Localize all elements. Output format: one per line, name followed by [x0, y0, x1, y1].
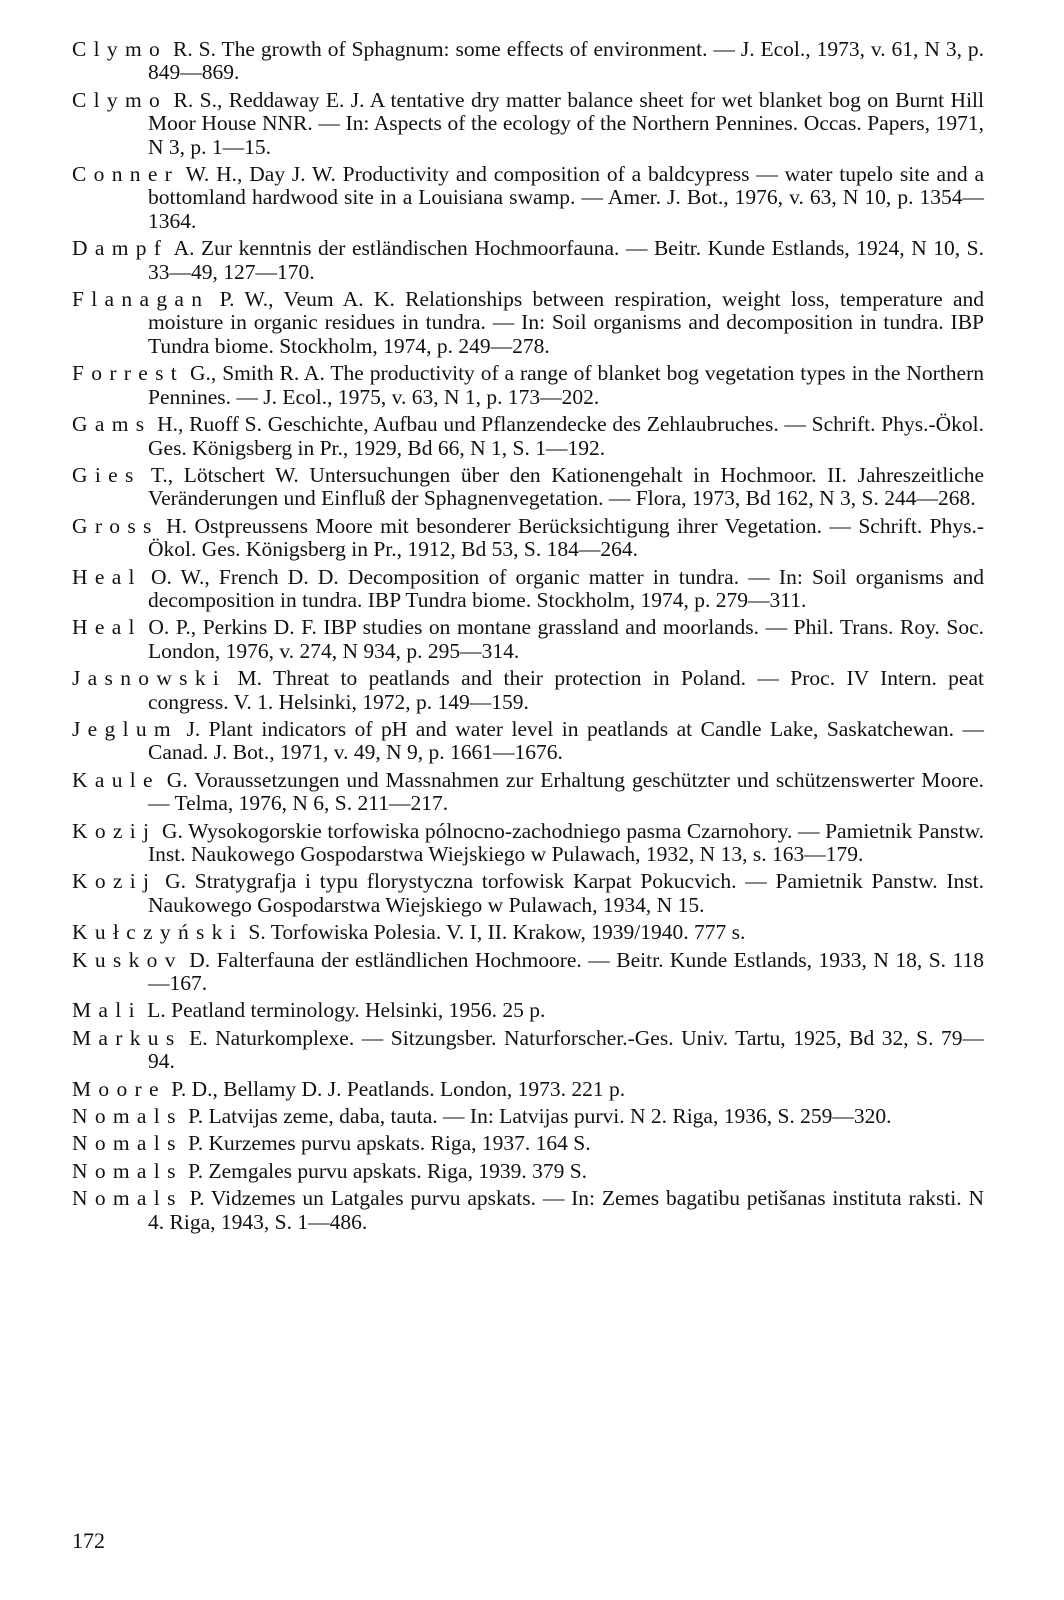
reference-author: Clymo [72, 87, 168, 112]
reference-author: Nomals [72, 1104, 183, 1129]
reference-entry [72, 667, 984, 714]
reference-text: A. Zur kenntnis der estländischen Hochmoorfauna. — Beitr. Kunde Estlands, 1924, N 10, S. 33—49, 127—170. [148, 236, 984, 284]
reference-author: Kozij [72, 869, 157, 894]
reference-text: R. S., Reddaway E. J. A tentative dry matter balance sheet for wet blanket bog on Burnt Hill Moor House NNR. — In: Aspects of the ecology of the Northern Pennines. Occas. Papers, 1971, N 3, p. 1—15. [148, 87, 984, 159]
reference-text: P. Vidzemes un Latgales purvu apskats. — In: Zemes bagatibu petišanas instituta raksti. N 4. Riga, 1943, S. 1—486. [148, 1186, 984, 1234]
reference-author: Mali [72, 998, 142, 1023]
reference-entry [72, 38, 984, 85]
reference-text: T., Lötschert W. Untersuchungen über den Kationengehalt in Hochmoor. II. Jahreszeitliche Veränderungen und Einfluß der Sphagnenvegetation. — Flora, 1973, Bd 162, N 3, S. 244—268. [140, 462, 984, 511]
reference-author: Nomals [72, 1131, 183, 1156]
reference-entry [72, 921, 984, 944]
reference-author: Conner [72, 162, 180, 187]
reference-author: Gams [72, 412, 152, 437]
reference-text: E. Naturkomplexe. — Sitzungsber. Naturforscher.-Ges. Univ. Tartu, 1925, Bd 32, S. 79—94. [148, 1025, 984, 1074]
reference-entry [72, 949, 984, 996]
reference-entry [72, 718, 984, 765]
reference-entry [72, 515, 984, 562]
reference-text: D. Falterfauna der estländlichen Hochmoore. — Beitr. Kunde Estlands, 1933, N 18, S. 118—167. [148, 947, 984, 996]
reference-author: Kozij [72, 818, 157, 843]
reference-author: Forrest [72, 361, 185, 386]
reference-entry [72, 163, 984, 233]
reference-entry [72, 464, 984, 511]
reference-author: Kułczyński [72, 920, 244, 945]
reference-list [72, 38, 984, 1238]
reference-author: Heal [72, 615, 142, 640]
reference-text: O. W., French D. D. Decomposition of organic matter in tundra. — In: Soil organisms and decomposition in tundra. IBP Tundra biome. Stockholm, 1974, p. 279—311. [141, 564, 984, 612]
reference-entry [72, 870, 984, 917]
reference-author: Moore [72, 1076, 166, 1101]
reference-text: P. D., Bellamy D. J. Peatlands. London, 1973. 221 p. [165, 1076, 626, 1101]
reference-entry [72, 566, 984, 613]
reference-author: Clymo [72, 37, 168, 61]
reference-entry [72, 616, 984, 663]
reference-text: J. Plant indicators of pH and water level in peatlands at Candle Lake, Saskatchewan. — Canad. J. Bot., 1971, v. 49, N 9, p. 1661—1676. [148, 716, 984, 765]
reference-text: P. Latvijas zeme, daba, tauta. — In: Latvijas purvi. N 2. Riga, 1936, S. 259—320. [182, 1104, 892, 1129]
reference-entry [72, 999, 984, 1022]
reference-entry [72, 1160, 984, 1183]
reference-author: Nomals [72, 1186, 183, 1211]
reference-entry [72, 1187, 984, 1234]
reference-text: G., Smith R. A. The productivity of a range of blanket bog vegetation types in the Northern Pennines. — J. Ecol., 1975, v. 63, N 1, p. 173—202. [148, 361, 984, 409]
reference-text: W. H., Day J. W. Productivity and composition of a baldcypress — water tupelo site and a bottomland hardwood site in a Louisiana swamp. — Amer. J. Bot., 1976, v. 63, N 10, p. 1354—1364. [148, 162, 984, 233]
reference-text: M. Threat to peatlands and their protection in Poland. — Proc. IV Intern. peat congress. V. 1. Helsinki, 1972, p. 149—159. [148, 666, 984, 714]
reference-entry [72, 237, 984, 284]
reference-text: H., Ruoff S. Geschichte, Aufbau und Pflanzendecke des Zehlaubruches. — Schrift. Phys.-Ökol. Ges. Königsberg in Pr., 1929, Bd 66, N 1, S. 1—192. [148, 412, 984, 460]
reference-author: Flanagan [72, 287, 210, 312]
reference-text: G. Voraussetzungen und Massnahmen zur Erhaltung geschützter und schützenswerter Moore. — Telma, 1976, N 6, S. 211—217. [148, 767, 984, 816]
reference-author: Nomals [72, 1158, 183, 1183]
reference-entry [72, 769, 984, 816]
reference-text: P. W., Veum A. K. Relationships between respiration, weight loss, temperature and moisture in organic residues in tundra. — In: Soil organisms and decomposition in tundra. IBP Tundra biome. Stockholm, 1974, p. 249—278. [148, 287, 984, 358]
reference-entry [72, 288, 984, 358]
reference-author: Heal [72, 564, 142, 589]
reference-entry [72, 89, 984, 159]
reference-entry [72, 1027, 984, 1074]
reference-text: H. Ostpreussens Moore mit besonderer Berücksichtigung ihrer Vegetation. — Schrift. Phys.-Ökol. Ges. Königsberg in Pr., 1912, Bd 53, S. 184—264. [148, 513, 984, 562]
reference-entry [72, 1105, 984, 1128]
reference-text: R. S. The growth of Sphagnum: some effects of environment. — J. Ecol., 1973, v. 61, N 3, p. 849—869. [148, 37, 984, 85]
reference-author: Markus [72, 1025, 182, 1050]
reference-author: Jasnowski [72, 666, 227, 691]
reference-author: Kaule [72, 767, 160, 792]
reference-author: Dampf [72, 236, 169, 261]
reference-entry [72, 1078, 984, 1101]
reference-author: Jeglum [72, 716, 178, 741]
reference-entry [72, 820, 984, 867]
reference-text: P. Kurzemes purvu apskats. Riga, 1937. 164 S. [182, 1131, 591, 1156]
reference-text: G. Stratygrafja i typu florystyczna torfowisk Karpat Pokucvich. — Pamietnik Panstw. Inst. Naukowego Gospodarstwa Wiejskiego w Pulawach, 1934, N 15. [148, 869, 984, 917]
reference-entry [72, 413, 984, 460]
reference-text: P. Zemgales purvu apskats. Riga, 1939. 379 S. [182, 1158, 588, 1183]
reference-entry [72, 362, 984, 409]
reference-text: G. Wysokogorskie torfowiska pólnocno-zachodniego pasma Czarnohory. — Pamietnik Panstw. Inst. Naukowego Gospodarstwa Wiejskiego w Pulawach, 1932, N 13, s. 163—179. [148, 818, 984, 866]
reference-author: Gross [72, 513, 159, 538]
page-number: 172 [72, 1528, 105, 1553]
reference-text: O. P., Perkins D. F. IBP studies on montane grassland and moorlands. — Phil. Trans. Roy. Soc. London, 1976, v. 274, N 934, p. 295—314. [141, 615, 984, 663]
reference-author: Kuskov [72, 947, 183, 972]
reference-entry [72, 1132, 984, 1155]
reference-text: S. Torfowiska Polesia. V. I, II. Krakow, 1939/1940. 777 s. [243, 920, 746, 945]
reference-text: L. Peatland terminology. Helsinki, 1956. 25 p. [141, 998, 546, 1023]
reference-author: Gies [72, 462, 141, 487]
